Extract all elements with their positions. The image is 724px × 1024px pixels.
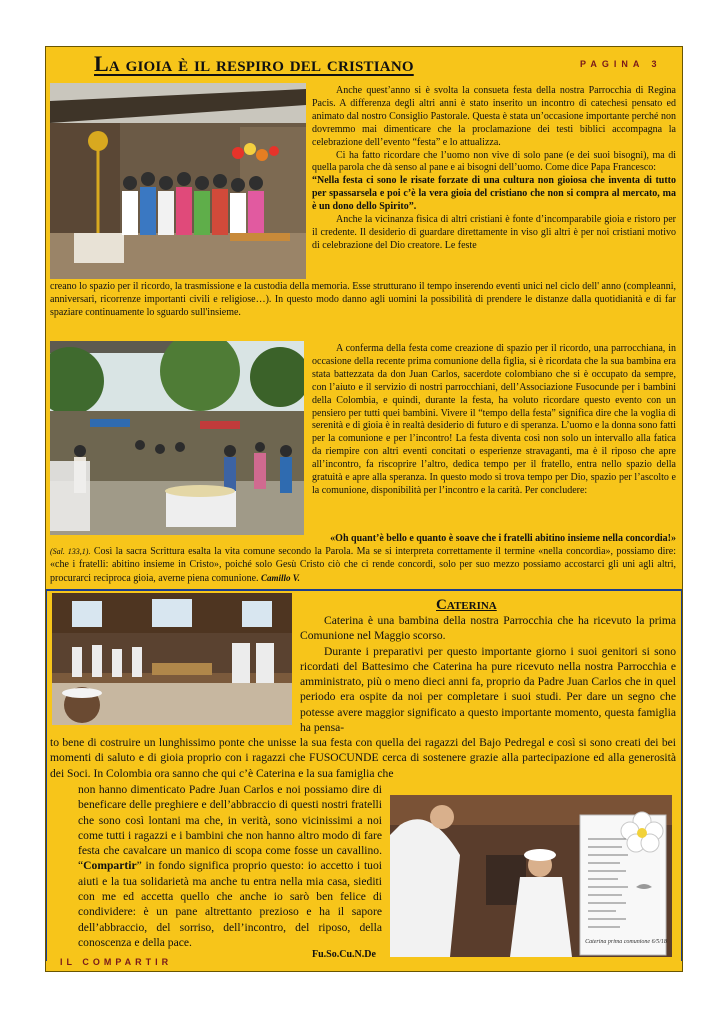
caterina-paragraph: Caterina è una bambina della nostra Parrocchia che ha ricevuto la prima Comunione nel Maggio scorso. bbox=[300, 614, 676, 643]
page-number: PAGINA 3 bbox=[580, 59, 662, 69]
outdoor-gathering-photo bbox=[50, 341, 304, 535]
caterina-middle-text bbox=[50, 735, 676, 781]
article-paragraph: Anche quest’anno si è svolta la consueta festa della nostra Parrocchia di Regina Pacis. A differenza degli altri anni è stato inserito un incontro di catechesi pensato ed animato dal nostro Consiglio Pastorale. Questa è stata un’occasione importante perché non dovremmo mai dimenticare che la proclamazione dei testi biblici accompagna la celebrazione dell’evento “festa” e lo attualizza. bbox=[312, 85, 676, 148]
article-psalm bbox=[50, 529, 676, 586]
page-title: La gioia è il respiro del cristiano bbox=[94, 51, 414, 76]
psalm-line-1 bbox=[50, 533, 676, 546]
communion-card-caption: Caterina prima comunione 6/5/18 bbox=[585, 939, 667, 945]
outdoor-gathering-illustration bbox=[50, 341, 304, 535]
article-paragraph: A conferma della festa come creazione di spazio per il ricordo, una parrocchiana, in occasione della recente prima comunione della figlia, si è ricordata che la sua bambina era stata battezzata da don Juan Carlos, sacerdote colombiano che si è occupato da sempre, con l’aiuto e il servizio di nostri parrocchiani, dell’Associazione Fusocunde per i bambini della Colombia, e quindi, durante la festa, ha voluto ricordare questo evento con un pensiero per tutti quei bambini. Vivere il “tempo della festa” significa dire che la voglia di serenità e di gioia è in realtà desiderio di futuro e di speranza. L’uomo e la donna sono fatti per la comunione e per l’incontro! La festa diventa così non solo un intervallo alla fatica da riempire con altri eventi concitati o esperienze stravaganti, ma è il riposo che apre all’incontro, fa riscoprire l’altro, dedica tempo per il fratello, entra nello spazio della gratuità e apre alla speranza. In questo modo si trova tempo per Dio, spazio per l’ascolto e la comunione, disponibilità per l’incontro e la carità. Per concludere: bbox=[312, 343, 676, 496]
compartir-text-1: non hanno dimenticato Padre Juan Carlos e noi possiamo dire di beneficare delle preghiere e dell’abbraccio di questi nostri fratelli che sono così lontani ma che, in verità, sono vicinissimi a noi come tutti i ragazzi e i bambini che non hanno altro modo di fare festa che cavalcare un manico di scopa come fosse un cavallino. “ bbox=[78, 783, 382, 873]
pope-quote: “Nella festa ci sono le risate forzate di una cultura non gioiosa che inventa di tutto per spassarsela e poi c’è la vera gioia del cristiano che non si compra al mercato, ma è un dono dello Spirito”. bbox=[312, 175, 676, 213]
newsletter-page bbox=[45, 46, 683, 972]
communion-church-photo bbox=[52, 593, 292, 725]
article-paragraph: creano lo spazio per il ricordo, la trasmissione e la custodia della memoria. Esse strutturano il tempo inserendo eventi unici nel ciclo dell' anno (compleanni, anniversari, ricorrenze importanti civili e religiose…). In questo modo danno agli uomini la possibilità di prendere le distanze dalla quotidianità e di far spaziare continuamente lo sguardo sull'insieme. bbox=[50, 281, 676, 318]
article-paragraph: Anche la vicinanza fisica di altri cristiani è fonte d’incomparabile gioia e ristoro per il credente. Il desiderio di guardare direttamente in viso gli altri è per noi cristiani motivo di celebrazione del Dio creatore. Le feste bbox=[312, 214, 676, 251]
author-signature: Camillo V. bbox=[261, 572, 300, 583]
festa-children-illustration bbox=[50, 83, 306, 279]
article-intro bbox=[312, 85, 676, 253]
caterina-paragraph: to bene di costruire un lunghissimo ponte che unisse la sua festa con quella dei ragazzi del Bajo Pedregal e così si sono creati dei bei momenti di saluto e di gioia proprio con i ragazzi che FUSOCUNDE cerca di sostenere grazie alla partecipazione ed alla generosità dei Soci. In Colombia ora sanno che qui c’è Caterina e la sua famiglia che bbox=[50, 736, 676, 780]
caterina-paragraph bbox=[78, 782, 382, 950]
fusocunde-signature: Fu.So.Cu.N.De bbox=[312, 949, 376, 960]
footer-label: IL COMPARTIR bbox=[60, 957, 173, 967]
caterina-bottom-text bbox=[78, 782, 382, 950]
festa-children-photo bbox=[50, 83, 306, 279]
article-ending: Così la sacra Scrittura esalta la vita comune secondo la Parola. Ma se si interpreta correttamente il termine «nella concordia», possiamo dire: «che i fratelli: abitino insieme in Cristo», poiché solo Gesù Cristo ciò che ci rende concordi, solo per suo mezzo possiamo accostarci gli uni agli altri, procurarci reciproca gioia, averne piena comunione. bbox=[50, 545, 676, 584]
caterina-title: Caterina bbox=[436, 597, 497, 613]
first-communion-illustration bbox=[390, 795, 672, 957]
compartir-word: Compartir bbox=[83, 859, 137, 873]
article-paragraph: Ci ha fatto ricordare che l’uomo non vive di solo pane (e dei suoi bisogni), ma di quella parola che dà senso al pane e ai bisogni dell’uomo. Come dice Papa Francesco: bbox=[312, 149, 676, 174]
compartir-text-2: ” in fondo significa proprio questo: io accetto i tuoi aiuti e la tua solidarietà ma anche tu entra nella mia casa, siediti con me ed accetta quello che anche io sarò ben felice di condividere: è un pane altrettanto prezioso e ha il sapore dell’abbraccio, del sorriso, dell’incontro, del riposo, della conoscenza e della pace. bbox=[78, 859, 382, 949]
article-memory bbox=[50, 281, 676, 320]
psalm-quote: «Oh quant’è bello e quanto è soave che i fratelli abitino insieme nella concordia!» bbox=[330, 533, 676, 544]
caterina-top-text bbox=[300, 613, 676, 735]
caterina-paragraph: Durante i preparativi per questo importante giorno i suoi genitori si sono ricordati del Battesimo che Caterina ha pure ricevuto nella nostra Parrocchia e amministrato, più o meno dieci anni fa, proprio da Padre Juan Carlos che in quel periodo era ospite da noi per completare i suoi studi. Per dare un segno che potesse avere maggior significato a questo importante momento, questa famiglia ha pensa- bbox=[300, 644, 676, 735]
church-interior-illustration bbox=[52, 593, 292, 725]
psalm-reference: (Sal. 133,1). bbox=[50, 546, 91, 556]
article-paragraph bbox=[50, 546, 676, 586]
article-conclusion bbox=[312, 343, 676, 498]
first-communion-photo bbox=[390, 795, 672, 957]
